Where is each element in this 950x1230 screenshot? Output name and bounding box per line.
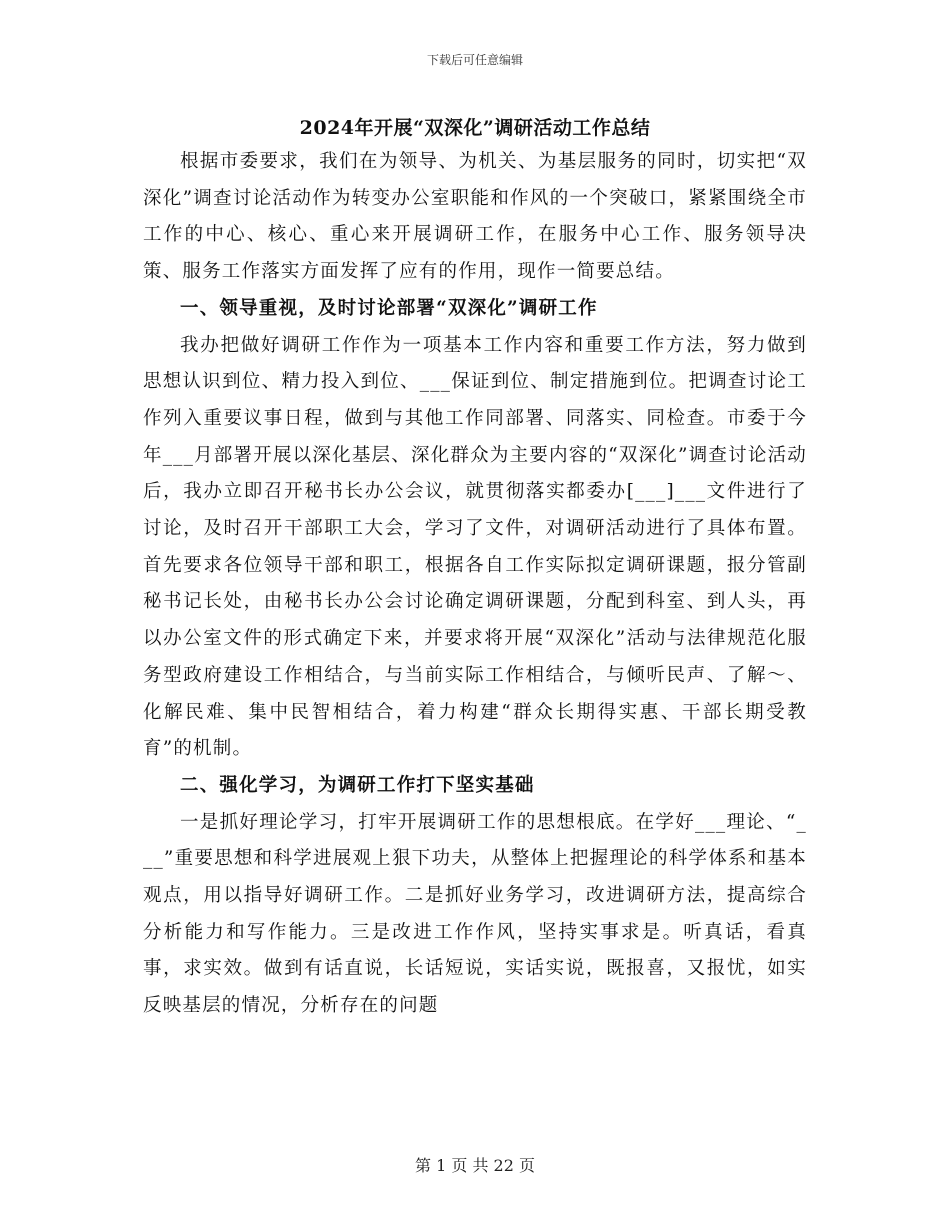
page-number-footer: 第 1 页 共 22 页 [415,1156,535,1175]
section-heading-2: 二、强化学习，为调研工作打下坚实基础 [180,774,535,796]
page-header-note: 下载后可任意编辑 [426,53,523,67]
intro-paragraph: 根据市委要求，我们在为领导、为机关、为基层服务的同时，切实把“双深化”调查讨论活动作为转变办公室职能和作风的一个突破口，紧紧围绕全市工作的中心、核心、重心来开展调研工作，在服务中心工作、服务领导决策、服务工作落实方面发挥了应有的作用，现作一简要总结。 [143,151,807,283]
section-heading-1: 一、领导重视，及时讨论部署“双深化”调研工作 [180,297,598,319]
document-body [143,112,807,1025]
document-title: 2024年开展“双深化”调研活动工作总结 [299,117,651,139]
section-2-paragraph: 一是抓好理论学习，打牢开展调研工作的思想根底。在学好___理论、“___”重要思想和科学进展观上狠下功夫，从整体上把握理论的科学体系和基本观点，用以指导好调研工作。二是抓好业务学习，改进调研方法，提高综合分析能力和写作能力。三是改进工作作风，坚持实事求是。听真话，看真事，求实效。做到有话直说，长话短说，实话实说，既报喜，又报忧，如实反映基层的情况，分析存在的问题 [143,811,807,1017]
section-1-paragraph: 我办把做好调研工作作为一项基本工作内容和重要工作方法，努力做到思想认识到位、精力投入到位、___保证到位、制定措施到位。把调查讨论工作列入重要议事日程，做到与其他工作同部署、同落实、同检查。市委于今年___月部署开展以深化基层、深化群众为主要内容的“双深化”调查讨论活动后，我办立即召开秘书长办公会议，就贯彻落实都委办[___]___文件进行了讨论，及时召开干部职工大会，学习了文件，对调研活动进行了具体布置。首先要求各位领导干部和职工，根据各自工作实际拟定调研课题，报分管副秘书记长处，由秘书长办公会讨论确定调研课题，分配到科室、到人头，再以办公室文件的形式确定下来，并要求将开展“双深化”活动与法律规范化服务型政府建设工作相结合，与当前实际工作相结合，与倾听民声、了解～、化解民难、集中民智相结合，着力构建“群众长期得实惠、干部长期受教育”的机制。 [143,334,807,760]
